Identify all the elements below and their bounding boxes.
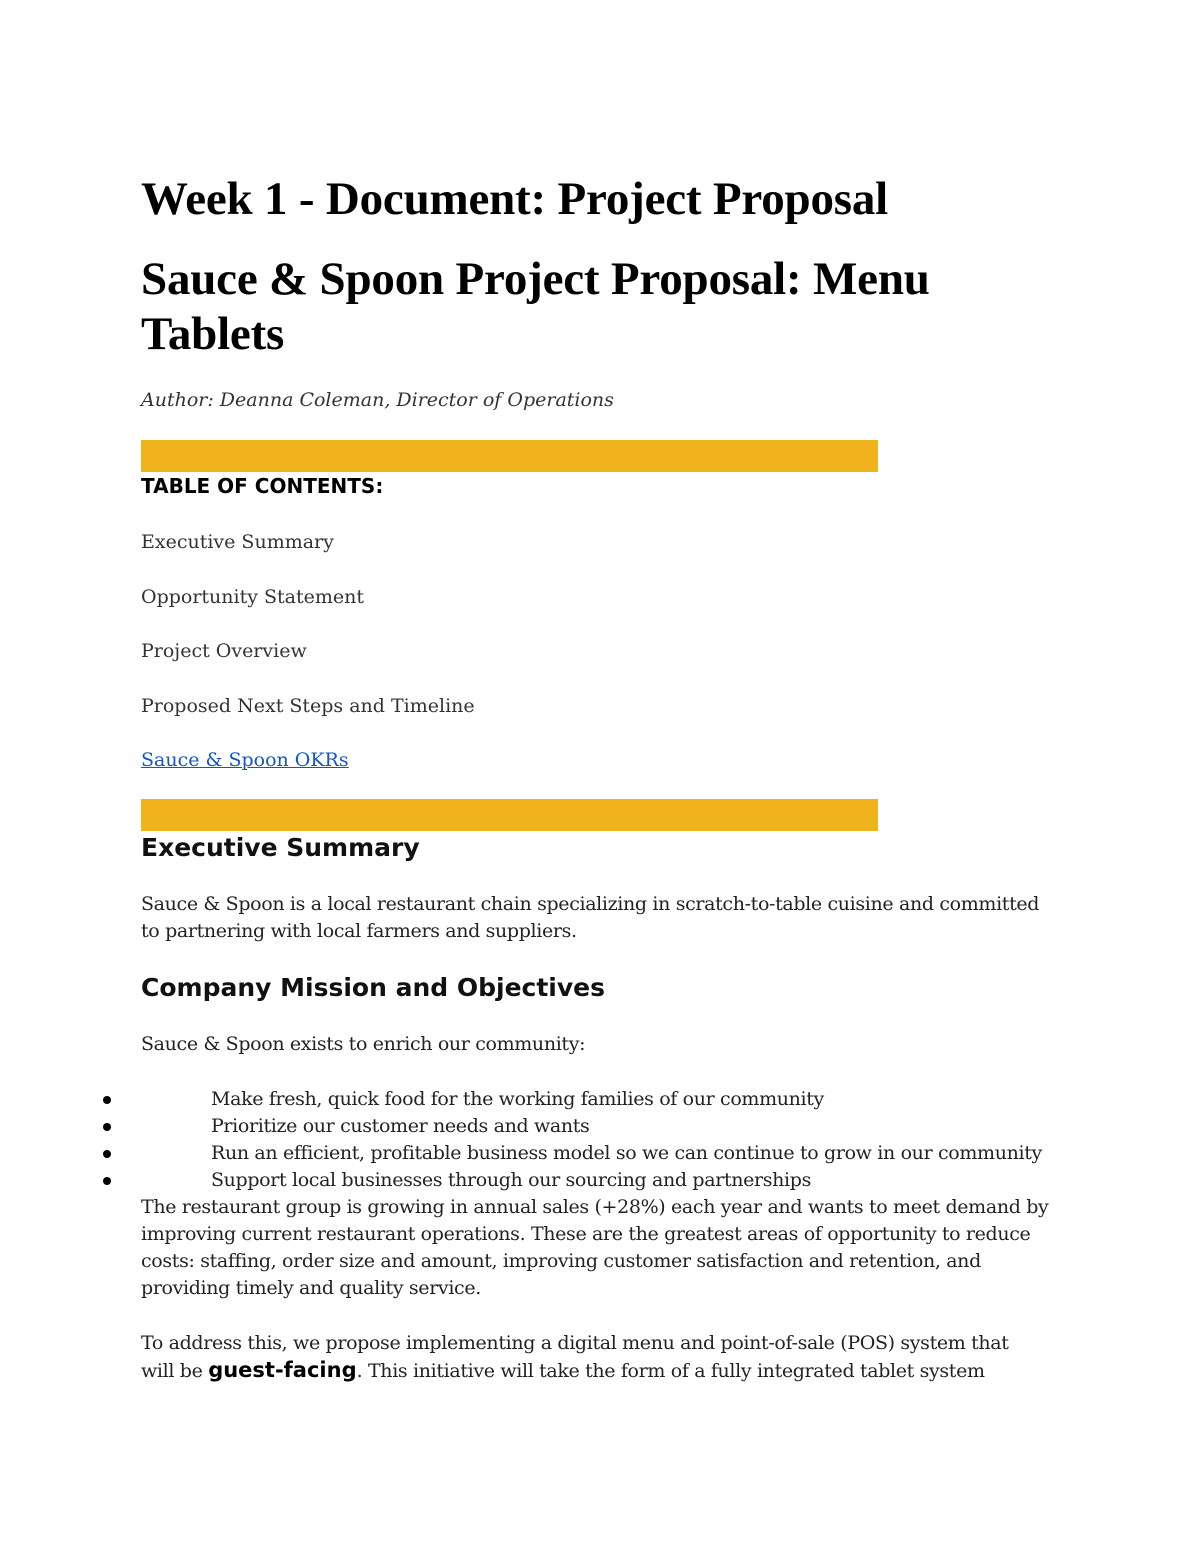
text-line: improving current restaurant operations. These are the greatest areas of opportunity to reduce	[141, 1223, 1031, 1245]
text-line: Sauce & Spoon is a local restaurant chain specializing in scratch-to-table cuisine and committed	[141, 893, 1040, 915]
mission-heading: Company Mission and Objectives	[141, 973, 606, 1002]
proposal-paragraph	[141, 1330, 1071, 1385]
accent-divider-bar	[141, 799, 878, 831]
list-item: Make fresh, quick food for the working families of our community	[211, 1088, 824, 1110]
list-item: Run an efficient, profitable business model so we can continue to grow in our community	[211, 1142, 1042, 1164]
text-line: The restaurant group is growing in annual sales (+28%) each year and wants to meet demand by	[141, 1196, 1049, 1218]
text-line: providing timely and quality service.	[141, 1277, 481, 1299]
text-line: to partnering with local farmers and suppliers.	[141, 920, 577, 942]
bullet-icon	[103, 1123, 111, 1131]
bullet-icon	[103, 1150, 111, 1158]
toc-item-opportunity-statement: Opportunity Statement	[141, 586, 365, 608]
growth-paragraph	[141, 1194, 1071, 1302]
text-line	[141, 1357, 1071, 1385]
toc-heading: TABLE OF CONTENTS:	[141, 474, 384, 498]
text-line: To address this, we propose implementing a digital menu and point-of-sale (POS) system that	[141, 1332, 1009, 1354]
toc-item-project-overview: Project Overview	[141, 640, 307, 662]
executive-summary-heading: Executive Summary	[141, 833, 420, 862]
proposal-title-line-1: Sauce & Spoon Project Proposal: Menu	[141, 253, 930, 305]
text-segment: will be	[141, 1360, 209, 1382]
accent-divider-bar	[141, 440, 878, 472]
list-item: Support local businesses through our sourcing and partnerships	[211, 1169, 811, 1191]
okrs-link[interactable]: Sauce & Spoon OKRs	[141, 749, 349, 771]
list-item: Prioritize our customer needs and wants	[211, 1115, 590, 1137]
guest-facing-emphasis: guest-facing	[208, 1358, 357, 1382]
author-line: Author: Deanna Coleman, Director of Operations	[141, 389, 614, 411]
proposal-title-line-2: Tablets	[141, 308, 285, 360]
text-line: costs: staffing, order size and amount, improving customer satisfaction and retention, and	[141, 1250, 981, 1272]
text-segment: . This initiative will take the form of a fully integrated tablet system	[356, 1360, 985, 1382]
toc-item-next-steps: Proposed Next Steps and Timeline	[141, 695, 475, 717]
bullet-icon	[103, 1177, 111, 1185]
document-title: Week 1 - Document: Project Proposal	[141, 173, 889, 225]
mission-intro: Sauce & Spoon exists to enrich our community:	[141, 1033, 586, 1055]
executive-summary-text	[141, 891, 1071, 945]
bullet-icon	[103, 1096, 111, 1104]
toc-item-executive-summary: Executive Summary	[141, 531, 334, 553]
